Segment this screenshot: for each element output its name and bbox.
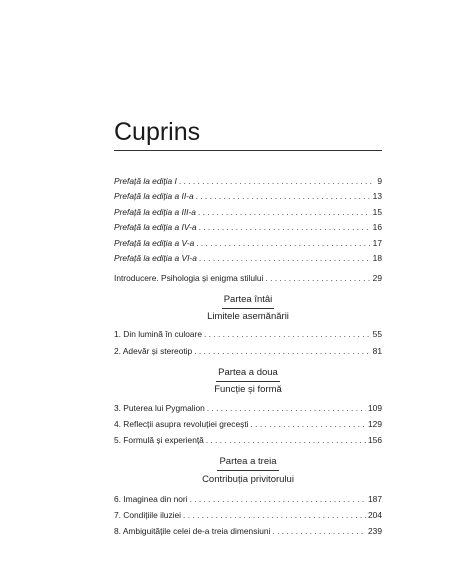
title-rule xyxy=(114,150,382,151)
leader-dots xyxy=(190,493,366,506)
leader-dots xyxy=(194,345,370,358)
toc-entry-introduction[interactable] xyxy=(114,272,382,285)
part-2-subtitle: Funcție și formă xyxy=(214,384,282,395)
leader-dots xyxy=(196,190,371,203)
entry-page: 13 xyxy=(372,191,382,201)
entry-label: 7. Condițiile iluziei xyxy=(114,510,182,520)
leader-dots xyxy=(198,206,371,219)
toc-entry-preface-4[interactable] xyxy=(114,221,382,234)
entry-label: 2. Adevăr și stereotip xyxy=(114,346,193,356)
entry-label: Prefață la ediția a VI-a xyxy=(114,253,197,263)
entry-label: Prefață la ediția a II-a xyxy=(114,191,194,201)
leader-dots xyxy=(206,434,366,447)
entry-page: 187 xyxy=(368,494,382,504)
page-title: Cuprins xyxy=(114,118,201,146)
entry-page: 239 xyxy=(368,526,382,536)
entry-page: 156 xyxy=(368,435,382,445)
toc-entry-chapter-4[interactable] xyxy=(114,418,382,431)
entry-page: 109 xyxy=(368,403,382,413)
entry-page: 204 xyxy=(368,510,382,520)
entry-label: 5. Formulă și experiență xyxy=(114,435,204,445)
toc-entry-preface-2[interactable] xyxy=(114,190,382,203)
entry-label: 4. Reflecții asupra revoluției grecești xyxy=(114,419,249,429)
toc-entry-chapter-2[interactable] xyxy=(114,345,382,358)
leader-dots xyxy=(272,525,366,538)
part-2-heading xyxy=(114,367,382,382)
entry-page: 15 xyxy=(372,207,382,217)
leader-dots xyxy=(204,328,371,341)
entry-label: 8. Ambiguitățile celei de-a treia dimensiuni xyxy=(114,526,271,536)
leader-dots xyxy=(207,402,366,415)
leader-dots xyxy=(199,221,371,234)
leader-dots xyxy=(251,418,366,431)
entry-label: Prefață la ediția I xyxy=(114,176,177,186)
part-1-subtitle: Limitele asemănării xyxy=(207,311,289,322)
entry-label: Prefață la ediția a V-a xyxy=(114,238,195,248)
entry-label: Prefață la ediția a IV-a xyxy=(114,222,197,232)
entry-page: 16 xyxy=(372,222,382,232)
toc-entry-chapter-5[interactable] xyxy=(114,434,382,447)
part-1-heading xyxy=(114,294,382,309)
toc-entry-chapter-1[interactable] xyxy=(114,328,382,341)
part-title: Partea a treia xyxy=(217,456,278,471)
toc-entry-chapter-8[interactable] xyxy=(114,525,382,538)
entry-page: 9 xyxy=(377,176,382,186)
toc-entry-preface-5[interactable] xyxy=(114,237,382,250)
toc-entry-preface-3[interactable] xyxy=(114,206,382,219)
leader-dots xyxy=(196,237,370,250)
entry-page: 129 xyxy=(368,419,382,429)
entry-page: 29 xyxy=(372,273,382,283)
part-3-heading xyxy=(114,456,382,471)
entry-label: Introducere. Psihologia și enigma stilului xyxy=(114,273,264,283)
part-title: Partea a doua xyxy=(216,367,280,382)
leader-dots xyxy=(199,252,371,265)
part-title: Partea întâi xyxy=(222,294,275,309)
entry-page: 55 xyxy=(372,329,382,339)
part-3-subtitle: Contribuția privitorului xyxy=(202,474,294,485)
leader-dots xyxy=(183,509,366,522)
entry-label: 6. Imaginea din nori xyxy=(114,494,188,504)
toc-entry-preface-6[interactable] xyxy=(114,252,382,265)
entry-page: 17 xyxy=(372,238,382,248)
entry-page: 18 xyxy=(372,253,382,263)
entry-label: 3. Puterea lui Pygmalion xyxy=(114,403,205,413)
toc-entry-chapter-7[interactable] xyxy=(114,509,382,522)
entry-label: 1. Din lumină în culoare xyxy=(114,329,202,339)
toc-entry-chapter-6[interactable] xyxy=(114,493,382,506)
toc-entry-chapter-3[interactable] xyxy=(114,402,382,415)
toc-entry-preface-1[interactable] xyxy=(114,175,382,188)
entry-page: 81 xyxy=(372,346,382,356)
leader-dots xyxy=(179,175,375,188)
entry-label: Prefață la ediția a III-a xyxy=(114,207,196,217)
leader-dots xyxy=(265,272,370,285)
